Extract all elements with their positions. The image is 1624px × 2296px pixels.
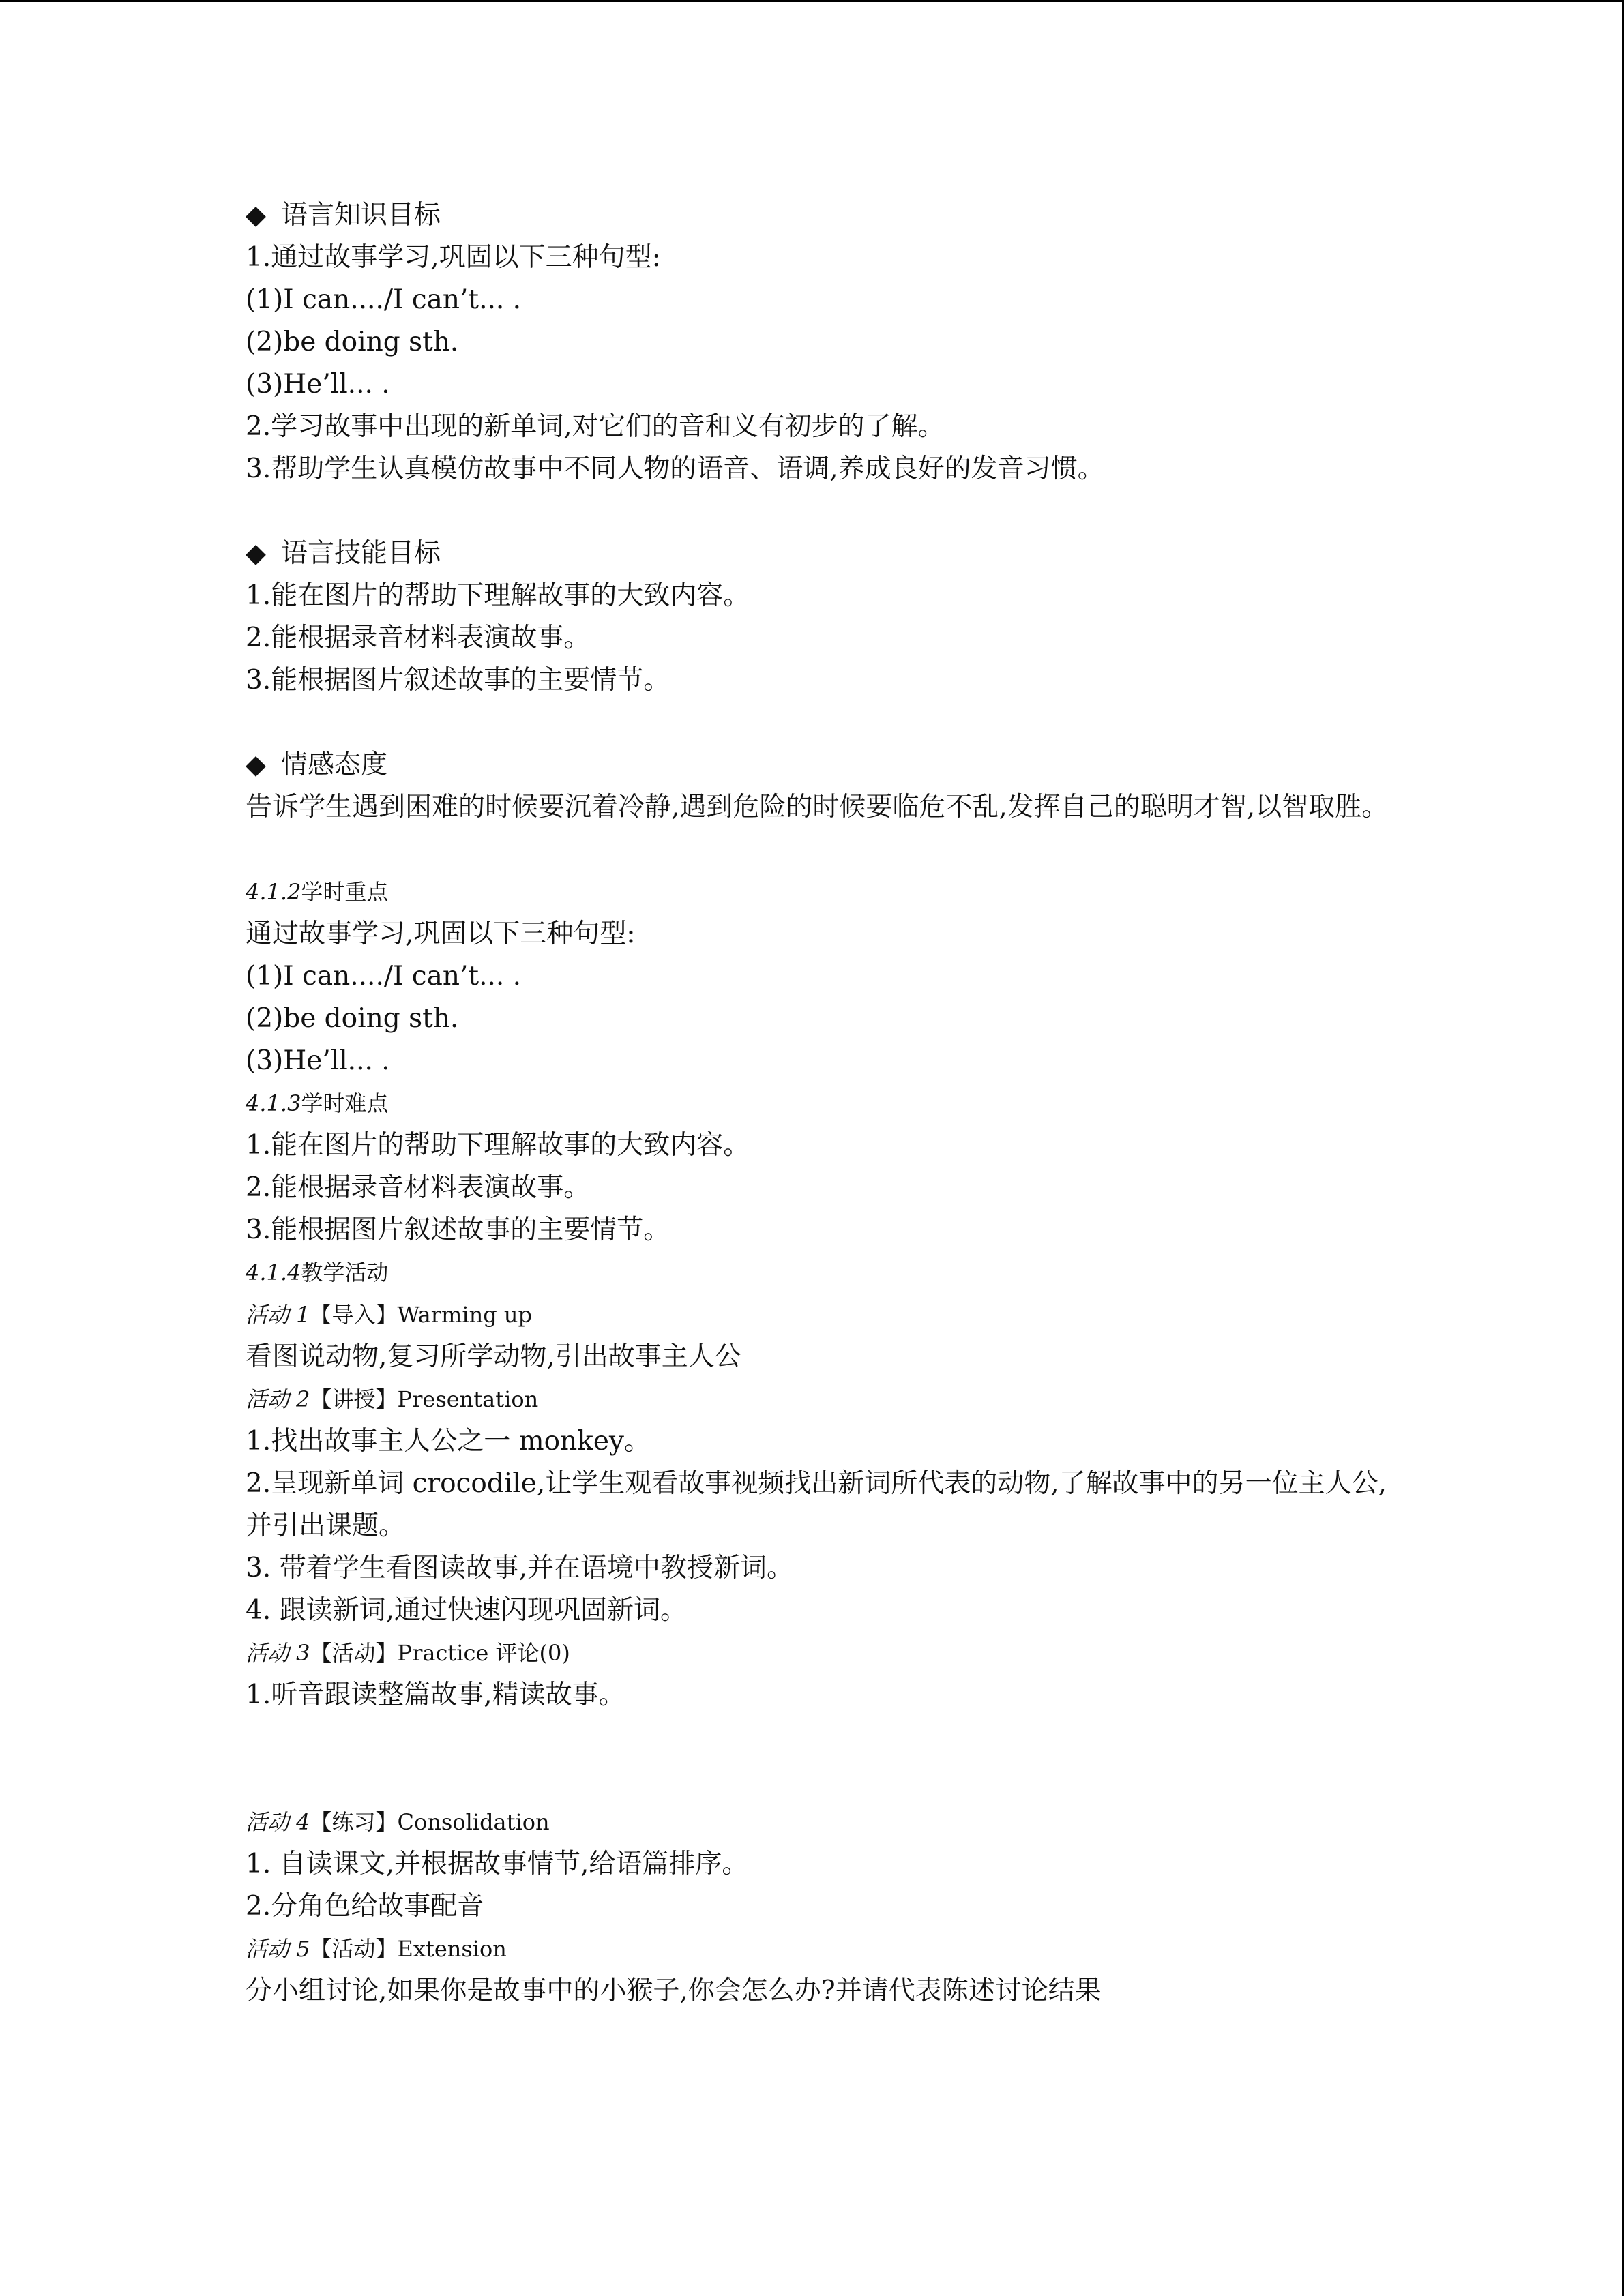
section-heading-skills: ◆ 语言技能目标 [246, 533, 1405, 575]
text-line: 3. 带着学生看图读故事,并在语境中教授新词。 [246, 1553, 794, 1583]
subheading-activities: 4.1.4教学活动 [246, 1259, 389, 1285]
text-line: 2.能根据录音材料表演故事。 [246, 623, 591, 653]
text-line: (1)I can..../I can’t... . [246, 284, 522, 315]
text-line: 1. 自读课文,并根据故事情节,给语篇排序。 [246, 1849, 749, 1879]
text-line: 看图说动物,复习所学动物,引出故事主人公 [246, 1341, 741, 1372]
text-line: 3.帮助学生认真模仿故事中不同人物的语音、语调,养成良好的发音习惯。 [246, 453, 1104, 484]
text-line: (3)He’ll... . [246, 1045, 390, 1076]
document-body [246, 194, 1405, 2012]
text-line: 3.能根据图片叙述故事的主要情节。 [246, 1214, 670, 1245]
paragraph: 2.呈现新单词 crocodile,让学生观看故事视频找出新词所代表的动物,了解故事中的另一位主人公,并引出课题。 [246, 1468, 1387, 1541]
text-line: 1.找出故事主人公之一 monkey。 [246, 1426, 651, 1457]
text-line: 4. 跟读新词,通过快速闪现巩固新词。 [246, 1595, 688, 1626]
text-line: (2)be doing sth. [246, 1003, 459, 1034]
text-line: (2)be doing sth. [246, 327, 459, 357]
diamond-bullet-icon: ◆ [246, 538, 266, 569]
text-line: 2.能根据录音材料表演故事。 [246, 1172, 591, 1203]
text-line: 2.学习故事中出现的新单词,对它们的音和义有初步的了解。 [246, 411, 945, 442]
section-heading-knowledge: ◆ 语言知识目标 [246, 194, 1405, 237]
text-line: 通过故事学习,巩固以下三种句型: [246, 919, 636, 949]
text-line: (3)He’ll... . [246, 369, 390, 400]
activity-heading-2: 活动 2【讲授】Presentation [246, 1386, 539, 1412]
text-line: (1)I can..../I can’t... . [246, 961, 522, 992]
activity-heading-1: 活动 1【导入】Warming up [246, 1302, 532, 1328]
subheading-difficulty: 4.1.3学时难点 [246, 1090, 389, 1116]
text-line: 分小组讨论,如果你是故事中的小猴子,你会怎么办?并请代表陈述讨论结果 [246, 1976, 1102, 2006]
paragraph: 告诉学生遇到困难的时候要沉着冷静,遇到危险的时候要临危不乱,发挥自己的聪明才智,以智取胜。 [246, 792, 1389, 822]
text-line: 2.分角色给故事配音 [246, 1891, 484, 1922]
section-heading-attitude: ◆ 情感态度 [246, 744, 1405, 786]
diamond-bullet-icon: ◆ [246, 200, 266, 230]
text-line: 1.能在图片的帮助下理解故事的大致内容。 [246, 1130, 750, 1161]
activity-heading-3: 活动 3【活动】Practice 评论(0) [246, 1640, 570, 1666]
text-line: 1.听音跟读整篇故事,精读故事。 [246, 1680, 625, 1710]
text-line: 3.能根据图片叙述故事的主要情节。 [246, 665, 670, 696]
text-line: 1.能在图片的帮助下理解故事的大致内容。 [246, 580, 750, 611]
activity-heading-4: 活动 4【练习】Consolidation [246, 1809, 550, 1835]
activity-heading-5: 活动 5【活动】Extension [246, 1936, 507, 1962]
text-line: 1.通过故事学习,巩固以下三种句型: [246, 242, 661, 273]
diamond-bullet-icon: ◆ [246, 749, 266, 780]
subheading-focus: 4.1.2学时重点 [246, 879, 389, 905]
